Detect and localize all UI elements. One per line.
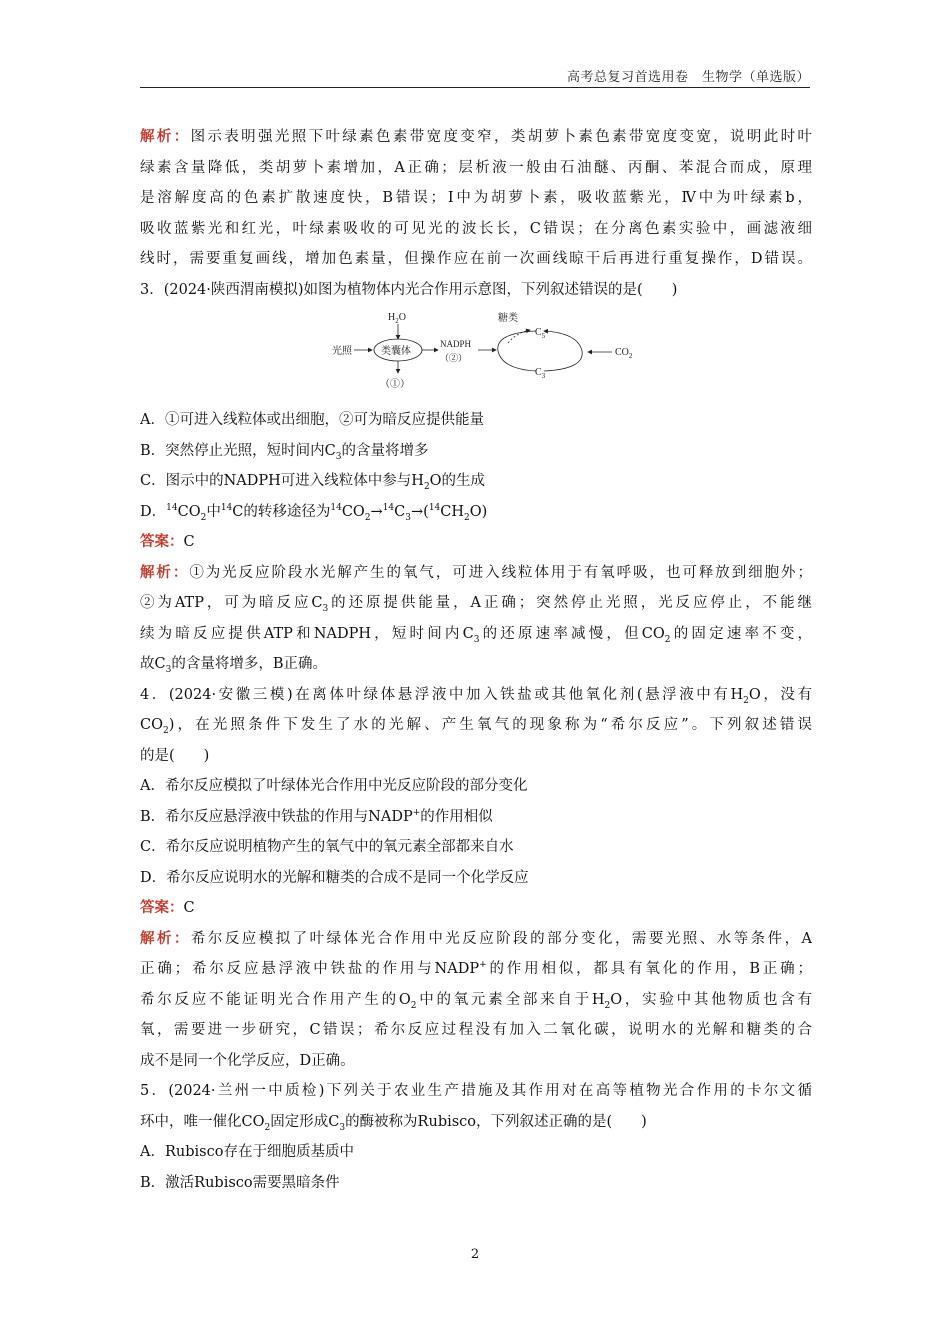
prev-analysis-line-2: 绿素含量降低，类胡萝卜素增加，A正确；层析液一般由石油醚、丙酮、苯混合而成，原理 — [140, 159, 812, 176]
sup: + — [479, 960, 487, 971]
q4-analysis-line-5: 成不是同一个化学反应，D正确。 — [140, 1052, 355, 1069]
sub: 3 — [405, 512, 411, 523]
t: B．突然停止光照，短时间内C — [140, 442, 336, 459]
t: C．图示中的NADPH可进入线粒体中参与H — [140, 473, 424, 489]
t: 的固定速率不变， — [670, 625, 812, 642]
t: 的作用相似 — [420, 808, 493, 825]
q4-option-c: C．希尔反应说明植物产生的氧气中的氧元素全部都来自水 — [140, 839, 514, 855]
t: 希尔反应模拟了叶绿体光合作用中光反应阶段的部分变化，需要光照、水等条件，A — [190, 930, 812, 947]
t: 的含量将增多 — [341, 442, 429, 459]
t: 中的氧元素全部来自于H — [416, 991, 605, 1008]
sup: 14 — [428, 502, 441, 513]
q4-analysis-line-3 — [140, 985, 812, 1016]
q5-stem-line-1: 5．(2024·兰州一中质检)下列关于农业生产措施及其作用对在高等植物光合作用的卡尔文循 — [140, 1083, 812, 1099]
t: )，在光照条件下发生了水的光解、产生氧气的现象称为“希尔反应”。下列叙述错误 — [168, 717, 812, 733]
q3-analysis-line-3 — [140, 619, 812, 650]
t: 续为暗反应提供ATP和NADPH，短时间内C — [140, 625, 474, 642]
q4-stem-line-3: 的是( ) — [140, 747, 210, 764]
sup: 14 — [166, 502, 178, 513]
t: O，没有 — [748, 686, 812, 703]
q3-option-a: A．①可进入线粒体或出细胞，②可为暗反应提供能量 — [140, 412, 484, 428]
co2-label: $CO_2$ — [615, 347, 633, 360]
t: 的还原提供能量，A正确；突然停止光照，光反应停止，不能继 — [328, 595, 812, 611]
spacer — [140, 397, 812, 405]
circle2-label: （②） — [440, 353, 468, 363]
sup: 14 — [382, 502, 395, 513]
page-content — [140, 122, 812, 1198]
answer-label: 答案： — [140, 533, 184, 550]
q3-analysis-line-2 — [140, 588, 812, 619]
text: 图示表明强光照下叶绿素色素带宽度变窄，类胡萝卜素色素带宽度变宽，说明此时叶 — [190, 129, 812, 145]
t: O的生成 — [429, 473, 486, 489]
sub: 3 — [165, 664, 172, 675]
t: C — [394, 503, 406, 520]
t: C的转移途径为 — [232, 503, 331, 520]
t: O) — [469, 503, 488, 520]
answer-value: C — [183, 534, 195, 550]
sugar-label: 糖类 — [498, 313, 518, 324]
sub: 2 — [410, 1000, 417, 1011]
analysis-label: 解析： — [140, 128, 191, 145]
q3-stem: 3．(2024·陕西渭南模拟)如图为植物体内光合作用示意图，下列叙述错误的是( ) — [140, 281, 678, 298]
q4-analysis-line-4: 氧，需要进一步研究，C错误；希尔反应过程没有加入二氧化碳，说明水的光解和糖类的合 — [140, 1022, 812, 1038]
q4-analysis-line-1 — [140, 924, 812, 955]
h2o-label: $H_2O$ — [388, 312, 406, 325]
thylakoid-label: 类囊体 — [381, 346, 411, 357]
t: 4．(2024·安徽三模)在离体叶绿体悬浮液中加入铁盐或其他氧化剂(悬浮液中有H — [140, 686, 744, 703]
sub: 2 — [743, 695, 749, 706]
q3-analysis-line-4 — [140, 649, 812, 680]
c3-label: $C_3$ — [535, 367, 546, 380]
q3-answer — [140, 527, 812, 558]
header-rule — [140, 87, 810, 88]
sub: 2 — [162, 725, 169, 736]
sub: 3 — [339, 1122, 346, 1133]
q4-stem-line-1 — [140, 680, 812, 711]
q5-option-b: B．激活Rubisco需要黑暗条件 — [140, 1174, 340, 1191]
t: 故C — [140, 656, 166, 672]
sub: 2 — [364, 512, 371, 523]
answer-value: C — [183, 900, 195, 916]
t: 希尔反应不能证明光合作用产生的O — [140, 991, 411, 1008]
sup: 14 — [220, 502, 233, 513]
circle1-label: （①） — [380, 379, 410, 390]
q4-answer — [140, 893, 812, 924]
analysis-label: 解析： — [140, 563, 190, 581]
prev-analysis-line-5: 线时，需要重复画线，增加色素量，但操作应在前一次画线晾干后再进行重复操作，D错误。 — [140, 251, 812, 267]
t: O，实验中其他物质也含有 — [610, 991, 812, 1008]
sub: 2 — [423, 481, 430, 492]
t: 中 — [206, 503, 221, 520]
t: 正确；希尔反应悬浮液中铁盐的作用与NADP — [140, 961, 480, 977]
sub: 2 — [664, 634, 671, 645]
calvin-cycle-left — [498, 331, 536, 371]
q3-option-d — [140, 497, 812, 528]
q4-option-b — [140, 802, 812, 833]
t: CH — [440, 503, 465, 520]
q4-option-d: D．希尔反应说明水的光解和糖类的合成不是同一个化学反应 — [140, 869, 529, 886]
t: 的含量将增多，B正确。 — [171, 656, 327, 672]
t: 环中，唯一催化CO — [140, 1113, 265, 1130]
answer-label: 答案： — [140, 899, 184, 916]
page-header: 高考总复习首选用卷 生物学（单选版） — [566, 70, 810, 85]
photosynthesis-diagram — [140, 305, 812, 397]
q3-analysis-line-1 — [140, 558, 812, 589]
sub: 2 — [604, 1000, 611, 1011]
t: CO — [341, 503, 365, 520]
t: 的作用相似，都具有氧化的作用，B正确； — [486, 961, 812, 977]
q4-option-a: A．希尔反应模拟了叶绿体光合作用中光反应阶段的部分变化 — [140, 778, 528, 794]
page-number: 2 — [470, 1247, 480, 1262]
nadph-label: NADPH — [440, 339, 472, 349]
q3-option-b — [140, 436, 812, 467]
light-label: 光照 — [332, 346, 352, 357]
t: B．希尔反应悬浮液中铁盐的作用与NADP — [140, 808, 413, 825]
calvin-cycle-right — [544, 331, 582, 371]
q4-stem-line-2 — [140, 710, 812, 741]
t: 的酶被称为Rubisco，下列叙述正确的是( ) — [345, 1113, 647, 1130]
prev-analysis-line-4: 吸收蓝紫光和红光，叶绿素吸收的可见光的波长长，C错误；在分离色素实验中，画滤液细 — [140, 220, 812, 237]
q5-stem-line-2 — [140, 1107, 812, 1138]
q4-analysis-line-2 — [140, 954, 812, 985]
prev-analysis-line-3: 是溶解度高的色素扩散速度快，B错误；Ⅰ中为胡萝卜素，吸收蓝紫光，Ⅳ中为叶绿素b， — [140, 190, 812, 206]
sup: + — [412, 807, 421, 818]
t: ②为ATP，可为暗反应C — [140, 595, 323, 611]
sub: 3 — [322, 603, 329, 614]
sub: 2 — [200, 512, 207, 523]
t: ①为光反应阶段水光解产生的氧气，可进入线粒体用于有氧呼吸，也可释放到细胞外； — [189, 564, 812, 581]
sub: 2 — [464, 512, 470, 523]
t: CO — [140, 717, 163, 733]
sub: 3 — [473, 634, 480, 645]
prev-analysis-line-1 — [140, 122, 812, 153]
t: 固定形成C — [270, 1113, 340, 1130]
t: 的还原速率减慢，但CO — [479, 625, 665, 642]
sub: 3 — [335, 451, 342, 462]
t: → — [370, 503, 383, 520]
t: D． — [140, 503, 167, 520]
q3-option-c — [140, 466, 812, 497]
sub: 2 — [264, 1122, 271, 1133]
t: →( — [411, 503, 429, 520]
analysis-label: 解析： — [140, 929, 191, 947]
sup: 14 — [330, 502, 342, 513]
c5-label: $C_5$ — [535, 327, 546, 340]
q5-option-a: A．Rubisco存在于细胞质基质中 — [140, 1144, 354, 1160]
t: CO — [177, 503, 201, 520]
